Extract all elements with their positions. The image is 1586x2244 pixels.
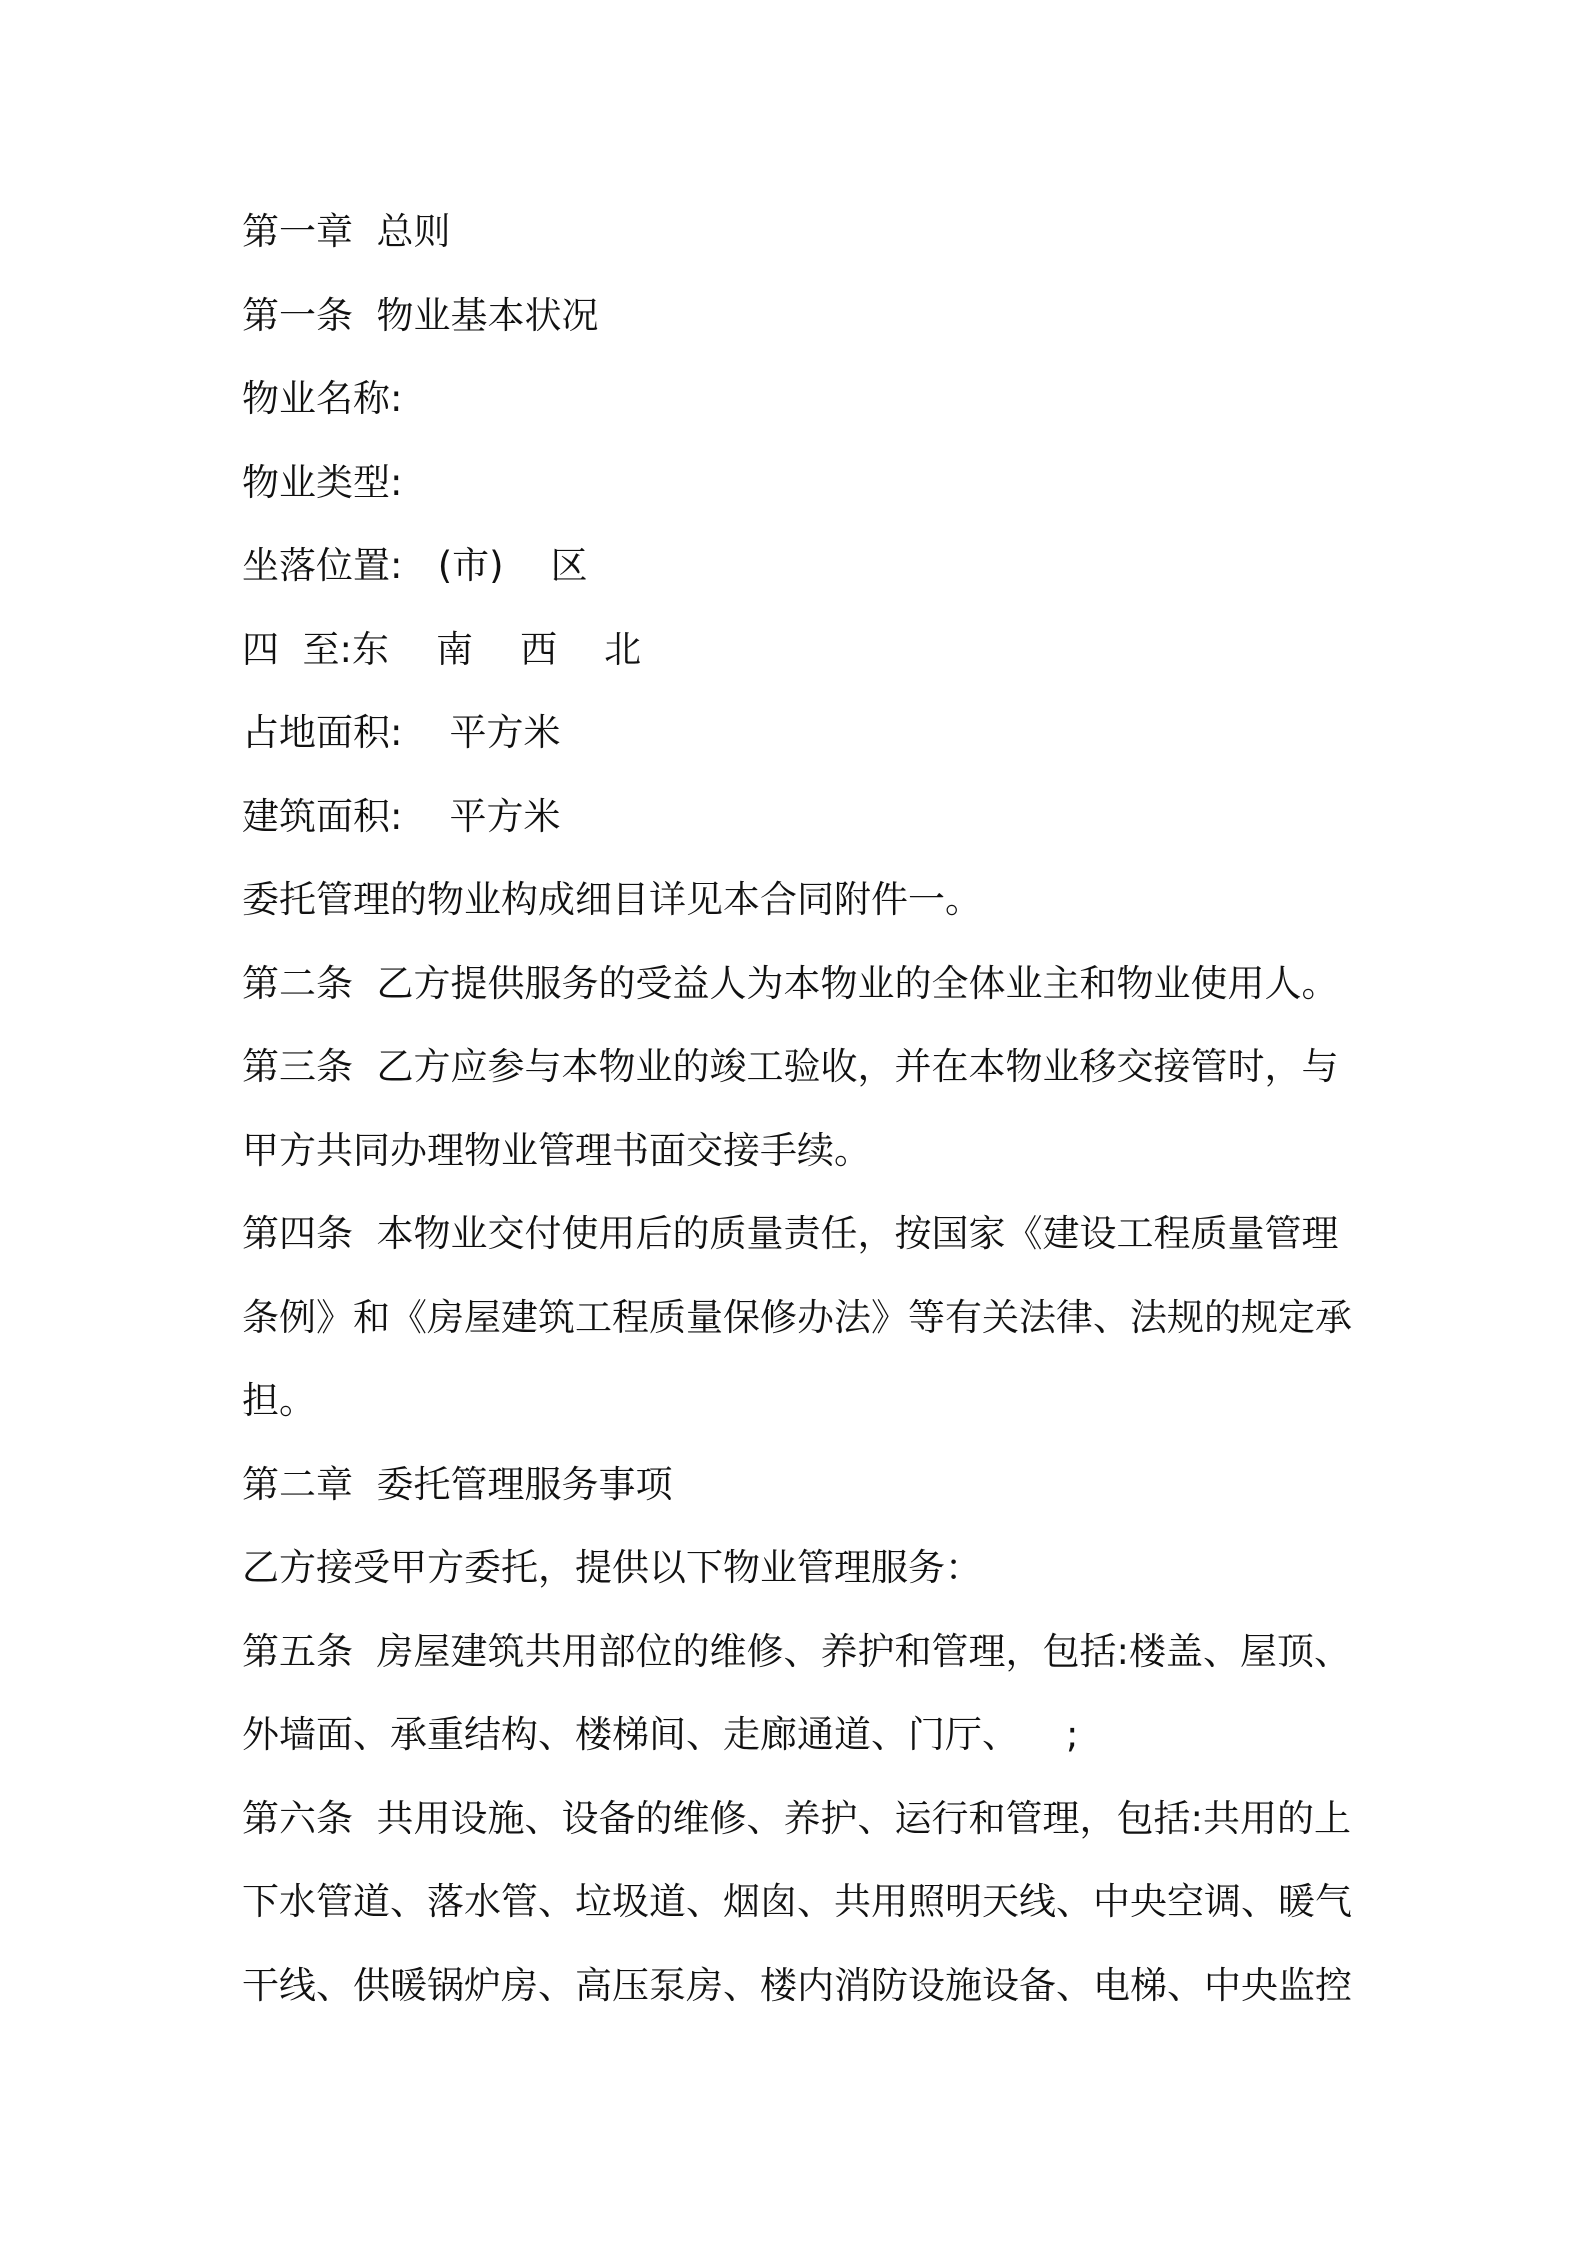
paragraph-line: 第五条 房屋建筑共用部位的维修、养护和管理，包括:楼盖、屋顶、 bbox=[242, 1629, 1351, 1673]
chapter-heading: 第二章 委托管理服务事项 bbox=[242, 1462, 673, 1506]
paragraph-line: 委托管理的物业构成细目详见本合同附件一。 bbox=[242, 878, 982, 921]
paragraph-line: 乙方接受甲方委托，提供以下物业管理服务： bbox=[242, 1546, 982, 1589]
chapter-heading: 第一章 总则 bbox=[242, 210, 451, 253]
paragraph-line: 条例》和《房屋建筑工程质量保修办法》等有关法律、法规的规定承 bbox=[242, 1295, 1352, 1339]
property-type-field: 物业类型: bbox=[242, 460, 403, 504]
property-name-field: 物业名称: bbox=[242, 377, 403, 420]
paragraph-line: 担。 bbox=[242, 1379, 316, 1422]
paragraph-line: 下水管道、落水管、垃圾道、烟囱、共用照明天线、中央空调、暖气 bbox=[242, 1880, 1352, 1923]
building-area-field: 建筑面积: 平方米 bbox=[242, 794, 561, 838]
paragraph-line: 甲方共同办理物业管理书面交接手续。 bbox=[242, 1128, 871, 1172]
paragraph-line: 第三条 乙方应参与本物业的竣工验收，并在本物业移交接管时，与 bbox=[242, 1045, 1339, 1088]
land-area-field: 占地面积: 平方米 bbox=[242, 711, 561, 754]
location-field: 坐落位置: (市) 区 bbox=[242, 544, 588, 587]
document-body bbox=[242, 190, 1362, 2027]
boundaries-field: 四 至:东 南 西 北 bbox=[242, 627, 642, 671]
paragraph-line: 第四条 本物业交付使用后的质量责任，按国家《建设工程质量管理 bbox=[242, 1212, 1339, 1255]
article-heading: 第一条 物业基本状况 bbox=[242, 293, 599, 337]
paragraph-line: 干线、供暖锅炉房、高压泵房、楼内消防设施设备、电梯、中央监控 bbox=[242, 1963, 1352, 2007]
paragraph-line: 第二条 乙方提供服务的受益人为本物业的全体业主和物业使用人。 bbox=[242, 961, 1339, 1005]
paragraph-line: 外墙面、承重结构、楼梯间、走廊通道、门厅、 ; bbox=[242, 1713, 1079, 1756]
paragraph-line: 第六条 共用设施、设备的维修、养护、运行和管理，包括:共用的上 bbox=[242, 1796, 1351, 1840]
